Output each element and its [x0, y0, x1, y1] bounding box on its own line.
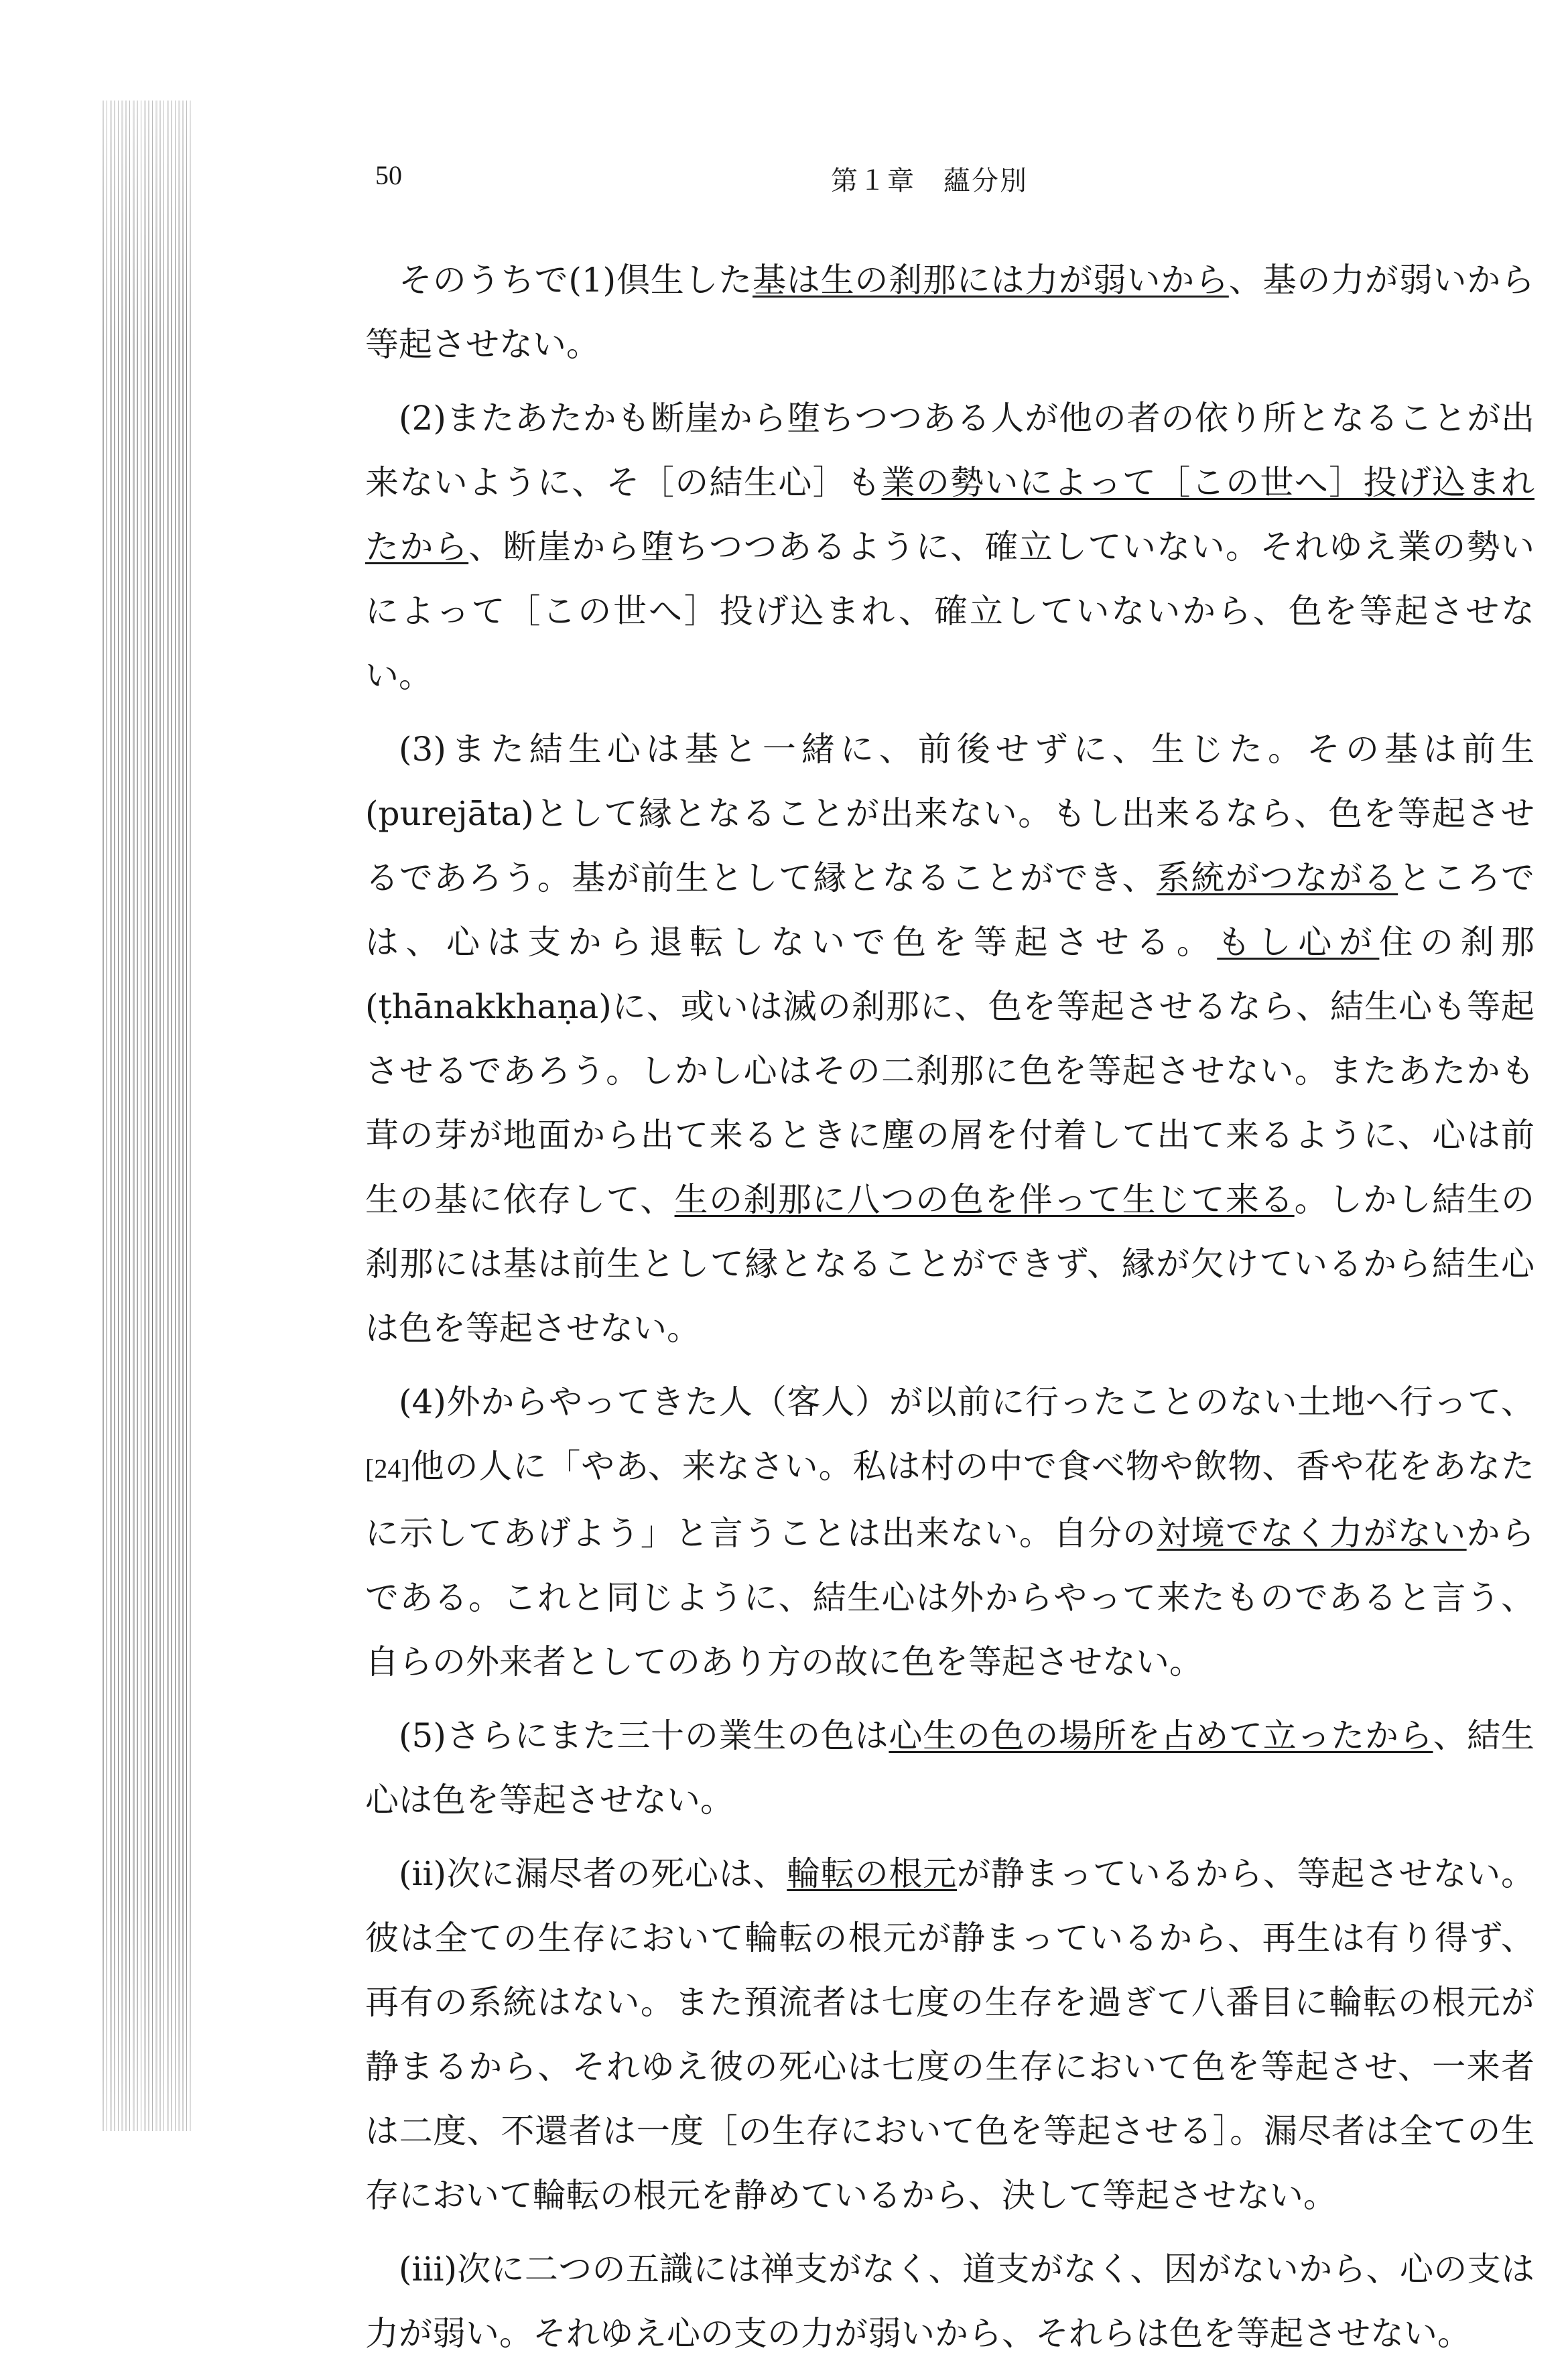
- underlined-phrase: 基は生の刹那には力が弱いから: [753, 261, 1229, 300]
- text-segment: (4)外からやってきた人（客人）が以前に行ったことのない土地へ行って、: [399, 1383, 1534, 1421]
- underlined-phrase: 心生の色の場所を占めて立ったから: [889, 1716, 1433, 1755]
- text-segment: 。しかし結生の刹那には基は前生として縁となることができず、縁が欠けているから結生心は色を等起させない。: [365, 1180, 1535, 1348]
- paragraph: [365, 1842, 1534, 2228]
- paragraph: [365, 1704, 1534, 1832]
- text-segment: 、結生心は色を等起させない。: [365, 1716, 1535, 1819]
- paragraph: [365, 386, 1534, 708]
- page-number: 50: [375, 160, 402, 190]
- paragraph: [365, 717, 1534, 1360]
- text-segment: (3)また結生心は基と一緒に、前後せずに、生じた。その基は前生(purejāta)として縁となることが出来ない。もし出来るなら、色を等起させるであろう。基が前生として縁となることができ、: [365, 730, 1534, 897]
- text-segment: (2)またあたかも断崖から堕ちつつある人が他の者の依り所となることが出来ないように、そ［の結生心］も: [365, 399, 1534, 502]
- body-text: [365, 248, 1534, 2375]
- page-header: [375, 159, 1541, 200]
- page-reference: [24]: [365, 1454, 410, 1484]
- text-segment: 住の刹那(ṭhānakkhaṇa)に、或いは滅の刹那に、色を等起させるなら、結生心も等起させるであろう。しかし心はその二刹那に色を等起させない。またあたかも茸の芽が地面から出て来るときに塵の屑を付着して出て来るように、心は前生の基に依存して、: [365, 923, 1535, 1219]
- text-segment: からである。これと同じように、結生心は外からやって来たものであると言う、自らの外来者としてのあり方の故に色を等起させない。: [365, 1514, 1535, 1681]
- running-head: 第１章 蘊分別: [831, 166, 1028, 196]
- paragraph: [365, 248, 1534, 377]
- text-segment: ところでは、心は支から退転しないで色を等起させる。: [365, 858, 1535, 962]
- binding-fade: [101, 101, 191, 2131]
- underlined-phrase: 業の勢いによって［この世へ］投げ込まれたから: [365, 463, 1535, 566]
- text-segment: そのうちで(1)倶生した: [399, 261, 753, 300]
- paragraph: [365, 1370, 1534, 1694]
- text-segment: (iii)次に二つの五識には禅支がなく、道支がなく、因がないから、心の支は力が弱い。それゆえ心の支の力が弱いから、それらは色を等起させない。: [365, 2250, 1534, 2353]
- text-segment: 他の人に「やあ、来なさい。私は村の中で食べ物や飲物、香や花をあなたに示してあげよう」と言うことは出来ない。自分の: [365, 1447, 1534, 1553]
- text-segment: (5)さらにまた三十の業生の色は: [399, 1716, 889, 1755]
- text-segment: 、基の力が弱いから等起させない。: [365, 261, 1535, 364]
- text-segment: (ii)次に漏尽者の死心は、: [399, 1854, 787, 1893]
- paragraph: [365, 2237, 1534, 2366]
- underlined-phrase: 輪転の根元: [787, 1854, 957, 1893]
- underlined-phrase: もし心が: [1217, 923, 1380, 962]
- text-segment: 、断崖から堕ちつつあるように、確立していない。それゆえ業の勢いによって［この世へ］投げ込まれ、確立していないから、色を等起させない。: [365, 527, 1535, 695]
- underlined-phrase: 生の刹那に八つの色を伴って生じて来る: [674, 1180, 1295, 1219]
- underlined-phrase: 対境でなく力がない: [1157, 1514, 1467, 1553]
- underlined-phrase: 系統がつながる: [1156, 858, 1398, 897]
- text-segment: が静まっているから、等起させない。彼は全ての生存において輪転の根元が静まっているから、再生は有り得ず、再有の系統はない。また預流者は七度の生存を過ぎて八番目に輪転の根元が静まるから、それゆえ彼の死心は七度の生存において色を等起させ、一来者は二度、不還者は一度［の生存において色を等起させる］。漏尽者は全ての生存において輪転の根元を静めているから、決して等起させない。: [365, 1854, 1534, 2215]
